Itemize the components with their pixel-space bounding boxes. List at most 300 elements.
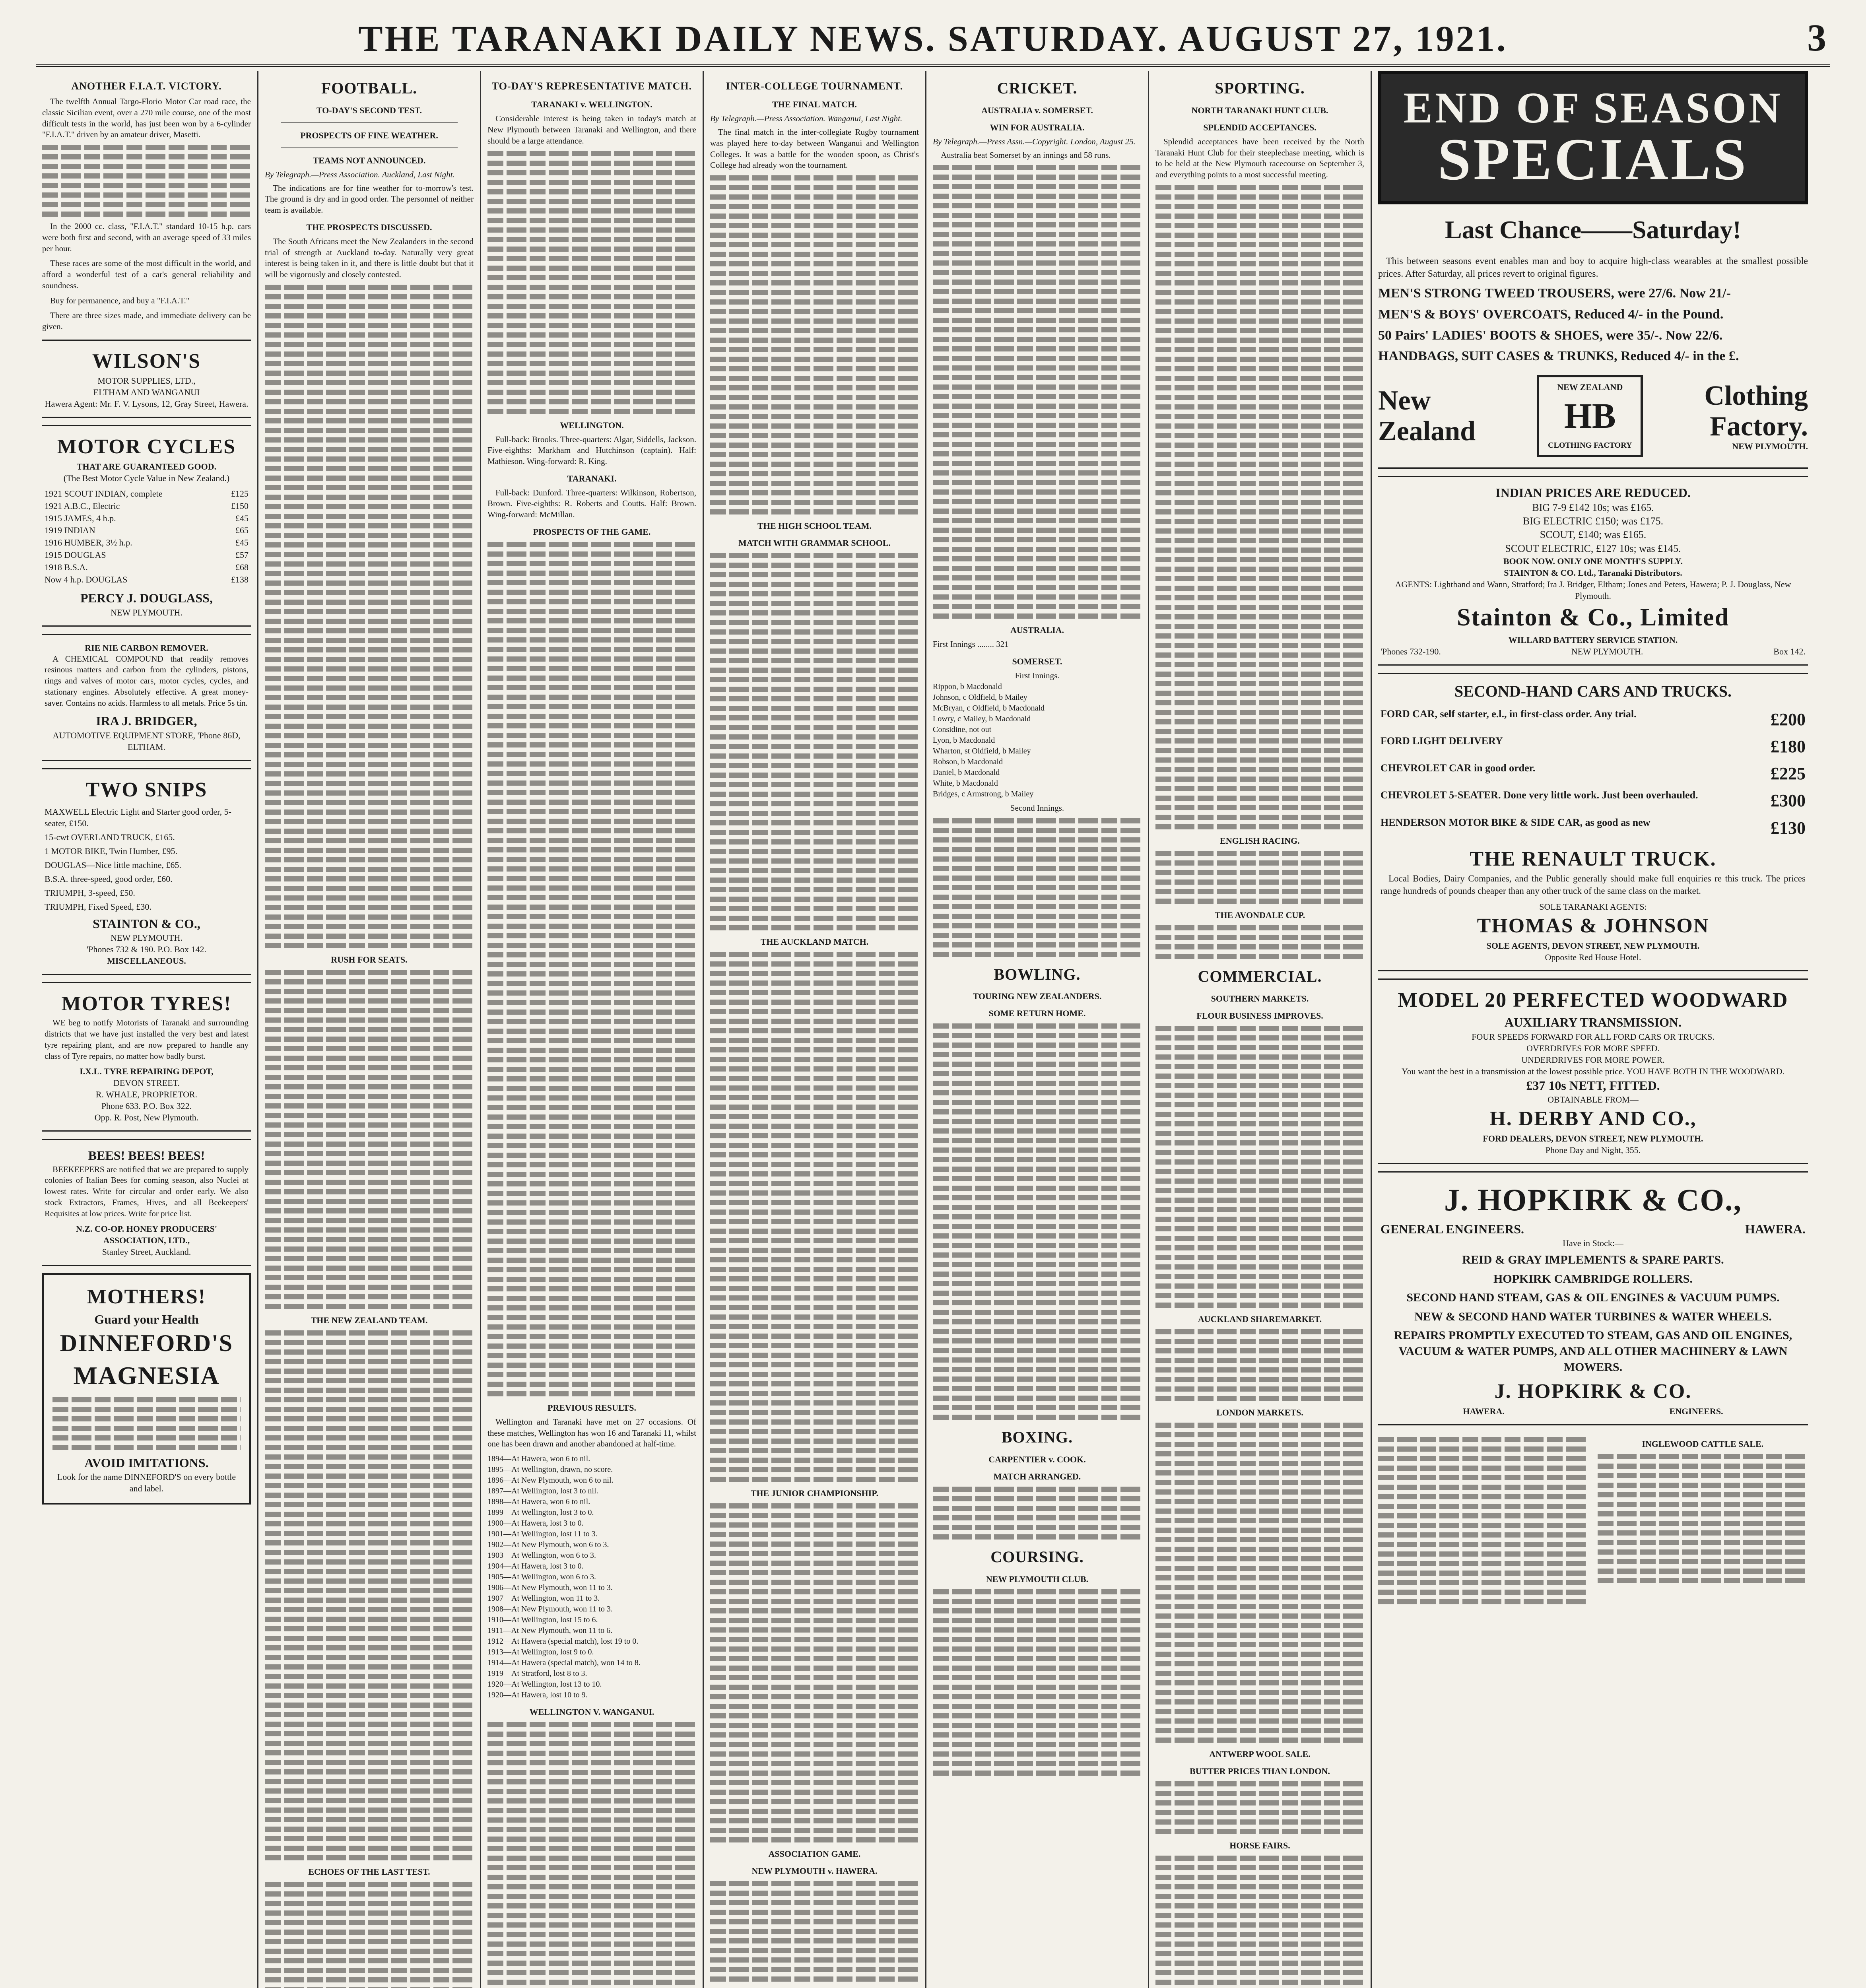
car-item — [1381, 787, 1806, 814]
text-block — [265, 1330, 474, 1860]
snips-list — [45, 806, 249, 912]
columns — [36, 71, 1830, 1988]
subheading: THE HIGH SCHOOL TEAM. — [757, 520, 872, 531]
masthead — [36, 0, 1830, 67]
woodward-3: FOUR SPEEDS FORWARD FOR ALL FORD CARS OR TRUCKS. — [1472, 1031, 1715, 1042]
scorecard-line: First Innings ........ 321 — [933, 639, 1009, 649]
batting-line: Bridges, c Armstrong, b Mailey — [933, 789, 1034, 798]
snip-item: TRIUMPH, Fixed Speed, £30. — [45, 902, 151, 912]
hopkirk-item: SECOND HAND STEAM, GAS & OIL ENGINES & VACUUM PUMPS. — [1406, 1291, 1780, 1305]
result-line: 1914—At Hawera (special match), won 14 to 8. — [487, 1658, 641, 1668]
inglewood-heading: INGLEWOOD CATTLE SALE. — [1642, 1439, 1764, 1449]
derby-name: H. DERBY AND CO., — [1489, 1107, 1697, 1130]
hopkirk-sign-row — [1381, 1406, 1806, 1417]
subheading: RUSH FOR SEATS. — [331, 954, 408, 965]
douglass-place: NEW PLYMOUTH. — [111, 607, 183, 617]
snip-item: 1 MOTOR BIKE, Twin Humber, £95. — [45, 846, 178, 856]
subheading: AUCKLAND SHAREMARKET. — [1198, 1314, 1322, 1324]
hopkirk-name: J. HOPKIRK & CO., — [1444, 1182, 1742, 1217]
result-line: 1899—At Wellington, lost 3 to 0. — [487, 1508, 594, 1517]
motor-cycle-item — [45, 500, 249, 513]
willard-phone: 'Phones 732-190. — [1381, 646, 1441, 656]
result-line: 1919—At Stratford, lost 8 to 3. — [487, 1669, 587, 1678]
fiat-paragraph: There are three sizes made, and immediate delivery can be given. — [42, 311, 251, 331]
text-block — [1378, 1433, 1589, 1609]
motor-cycle-price: £45 — [235, 513, 249, 523]
indian-heading: INDIAN PRICES ARE REDUCED. — [1495, 485, 1691, 500]
nz-right-2: Factory. — [1710, 411, 1808, 442]
bees-ad — [42, 1139, 251, 1266]
text-block — [710, 175, 919, 514]
motor-cycle-name: Now 4 h.p. DOUGLAS — [45, 574, 128, 584]
article-paragraph: Splendid acceptances have been received by the North Taranaki Hunt Club for their steeplechase meeting, which is to be held at the New Plymouth racecourse on September 3, and everything points to a most successful meeting. — [1155, 136, 1364, 180]
result-line: 1901—At Wellington, lost 11 to 3. — [487, 1530, 598, 1539]
car-item — [1381, 815, 1806, 842]
stainton-misc: MISCELLANEOUS. — [107, 955, 186, 966]
subheading: TOURING NEW ZEALANDERS. — [973, 991, 1102, 1002]
willard: WILLARD BATTERY SERVICE STATION. — [1508, 635, 1678, 645]
hopkirk-row — [1381, 1221, 1806, 1237]
tyres-street: DEVON STREET. — [113, 1078, 180, 1088]
woodward-price: £37 10s NETT, FITTED. — [1526, 1078, 1660, 1093]
motor-cycle-price: £65 — [235, 525, 249, 536]
hopkirk-item: NEW & SECOND HAND WATER TURBINES & WATER WHEELS. — [1414, 1310, 1772, 1323]
wilsons-ad — [42, 340, 251, 418]
masthead-title: THE TARANAKI DAILY NEWS. SATURDAY. AUGUST 27, 1921. — [358, 18, 1508, 59]
result-line: 1906—At New Plymouth, won 11 to 3. — [487, 1583, 613, 1592]
batting-line: Johnson, c Oldfield, b Mailey — [933, 693, 1027, 702]
hopkirk-sign-right: ENGINEERS. — [1669, 1406, 1723, 1416]
indian-list — [1381, 501, 1806, 555]
woodward-1: MODEL 20 PERFECTED WOODWARD — [1398, 988, 1788, 1011]
hopkirk-sign-left: HAWERA. — [1463, 1406, 1505, 1416]
stainton-name: STAINTON & CO., — [93, 916, 200, 931]
willard-contact — [1381, 646, 1806, 657]
snip-item: B.S.A. three-speed, good order, £60. — [45, 874, 173, 884]
result-line: 1903—At Wellington, won 6 to 3. — [487, 1551, 596, 1560]
batting-line: Daniel, b Macdonald — [933, 768, 1000, 777]
batting-line: White, b Macdonald — [933, 779, 998, 788]
hb-logo-mid: HB — [1564, 396, 1616, 436]
subheading: THE NEW ZEALAND TEAM. — [311, 1315, 428, 1325]
look-for-name: Look for the name DINNEFORD'S on every bottle and label. — [57, 1472, 236, 1494]
woodward-4: OVERDRIVES FOR MORE SPEED. — [1526, 1043, 1660, 1053]
motor-cycle-price: £45 — [235, 538, 249, 548]
result-line: 1920—At Hawera, lost 10 to 9. — [487, 1691, 588, 1700]
renault-text: Local Bodies, Dairy Companies, and the Public generally should make full enquiries re this truck. The prices range hundreds of pounds cheaper than any other truck of the same class on the market. — [1381, 874, 1806, 896]
woodward-6: You want the best in a transmission at the lowest possible price. YOU HAVE BOTH IN THE WOODWARD. — [1401, 1066, 1785, 1076]
tyres-prop: R. WHALE, PROPRIETOR. — [95, 1089, 198, 1100]
woodward-5: UNDERDRIVES FOR MORE POWER. — [1521, 1054, 1665, 1065]
text-block — [1155, 1856, 1364, 1988]
scorecard-heading: SOMERSET. — [1012, 656, 1062, 667]
special-item: MEN'S & BOYS' OVERCOATS, Reduced 4/- in the Pound. — [1378, 307, 1724, 322]
stainton-sub: NEW PLYMOUTH. — [111, 932, 183, 943]
dateline: By Telegraph.—Press Association. Auckland, Last Night. — [265, 169, 455, 179]
result-line: 1905—At Wellington, won 6 to 3. — [487, 1573, 596, 1582]
bridger-sub: AUTOMOTIVE EQUIPMENT STORE, 'Phone 86D, ELTHAM. — [52, 730, 241, 752]
text-block — [487, 542, 696, 1396]
stainton-phone: 'Phones 732 & 190. P.O. Box 142. — [87, 944, 206, 954]
motor-cycles-heading: MOTOR CYCLES — [57, 435, 236, 458]
text-block — [933, 818, 1142, 957]
batting-line: Wharton, st Oldfield, b Mailey — [933, 746, 1031, 755]
subheading: MATCH ARRANGED. — [993, 1472, 1081, 1482]
result-line: 1913—At Wellington, lost 9 to 0. — [487, 1648, 594, 1657]
woodward-2: AUXILIARY TRANSMISSION. — [1504, 1015, 1682, 1030]
text-block — [1155, 185, 1364, 829]
batting-line: Considine, not out — [933, 725, 992, 734]
fiat-paragraph: The twelfth Annual Targo-Florio Motor Car road race, the classic Sicilian event, over a 270 mile course, one of the most difficult tests in the world, has just been won by a 6-cylinder "F.I.A.T." driven by an amateur driver, Masetti. — [42, 97, 251, 140]
result-line: 1910—At Wellington, lost 15 to 6. — [487, 1615, 598, 1625]
sporting-heading: SPORTING. — [1215, 79, 1305, 97]
bottom-text-columns — [1378, 1433, 1808, 1609]
hopkirk-item: REPAIRS PROMPTLY EXECUTED TO STEAM, GAS AND OIL ENGINES, VACUUM & WATER PUMPS, AND ALL OTHER MACHINERY & LAWN MOWERS. — [1394, 1329, 1792, 1374]
result-line: 1911—At New Plymouth, won 11 to 6. — [487, 1626, 613, 1635]
thomas-johnson: THOMAS & JOHNSON — [1477, 914, 1709, 938]
indian-dist: STAINTON & CO. Ltd., Taranaki Distributors. — [1504, 568, 1682, 578]
result-line: 1896—At New Plymouth, won 6 to nil. — [487, 1476, 614, 1485]
column-5 — [926, 71, 1149, 1988]
text-block — [1155, 1781, 1364, 1834]
motor-cycle-name: 1921 SCOUT INDIAN, complete — [45, 489, 163, 499]
subheading: PREVIOUS RESULTS. — [548, 1402, 636, 1413]
snips-heading: TWO SNIPS — [85, 778, 208, 801]
subheading: THE PROSPECTS DISCUSSED. — [306, 222, 432, 232]
article-paragraph: Australia beat Somerset by an innings and 58 runs. — [941, 150, 1111, 160]
subheading: TO-DAY'S SECOND TEST. — [316, 105, 422, 115]
text-block — [265, 285, 474, 948]
woodward-ad — [1378, 978, 1808, 1164]
specials-list — [1378, 285, 1808, 366]
carbon-heading: RIE NIE CARBON REMOVER. — [85, 643, 208, 653]
inglewood-column — [1598, 1433, 1808, 1609]
text-block — [265, 970, 474, 1309]
indian-agents: AGENTS: Lightband and Wann, Stratford; Ira J. Bridger, Eltham; Jones and Peters, Hawera; P. J. Douglass, New Plymouth. — [1395, 579, 1791, 601]
tyres-text: WE beg to notify Motorists of Taranaki and surrounding districts that we have just installed the very best and latest tyre repairing plant, and are now prepared to handle any class of Tyre repairs, no matter how badly burst. — [45, 1018, 249, 1061]
indian-line: BIG ELECTRIC £150; was £175. — [1522, 515, 1664, 527]
nz-clothing-row — [1378, 375, 1808, 457]
special-item: 50 Pairs' LADIES' BOOTS & SHOES, were 35/-. Now 22/6. — [1378, 328, 1723, 343]
result-line: 1900—At Hawera, lost 3 to 0. — [487, 1519, 584, 1528]
avoid-imitations: AVOID IMITATIONS. — [84, 1455, 209, 1470]
motor-cycle-price: £150 — [231, 501, 249, 511]
text-block — [1155, 925, 1364, 959]
car-price: £200 — [1771, 709, 1806, 729]
subheading: ENGLISH RACING. — [1220, 835, 1300, 846]
wilsons-agent: Hawera Agent: Mr. F. V. Lysons, 12, Gray Street, Hawera. — [45, 399, 249, 409]
batting-line: Lowry, c Mailey, b Macdonald — [933, 714, 1031, 723]
result-line: 1904—At Hawera, lost 3 to 0. — [487, 1562, 584, 1571]
subheading: THE JUNIOR CHAMPIONSHIP. — [750, 1488, 879, 1499]
motor-cycle-item — [45, 537, 249, 549]
boxing-heading: BOXING. — [1001, 1428, 1073, 1446]
car-name: FORD LIGHT DELIVERY — [1381, 735, 1503, 747]
subheading: CARPENTIER v. COOK. — [988, 1454, 1086, 1465]
hb-logo — [1537, 375, 1643, 457]
commercial-heading: COMMERCIAL. — [1198, 967, 1322, 985]
motor-cycles-ad — [42, 425, 251, 626]
motor-cycles-note: (The Best Motor Cycle Value in New Zealand.) — [63, 473, 230, 483]
dateline: By Telegraph.—Press Assn.—Copyright. London, August 25. — [933, 136, 1136, 146]
last-chance: Last Chance——Saturday! — [1445, 215, 1741, 244]
snip-item: TRIUMPH, 3-speed, £50. — [45, 888, 135, 898]
subheading: ANTWERP WOOL SALE. — [1209, 1749, 1311, 1759]
subheading: NORTH TARANAKI HUNT CLUB. — [1191, 105, 1328, 115]
motor-cycle-price: £125 — [231, 489, 249, 499]
car-price: £225 — [1771, 764, 1806, 784]
result-line: 1912—At Hawera (special match), lost 19 to 0. — [487, 1637, 639, 1646]
car-item — [1381, 706, 1806, 733]
subheading: THE FINAL MATCH. — [772, 99, 857, 110]
column-4 — [704, 71, 926, 1988]
result-line: 1902—At New Plymouth, won 6 to 3. — [487, 1540, 609, 1549]
nz-right-1: Clothing — [1704, 381, 1808, 412]
tyres-opp: Opp. R. Post, New Plymouth. — [94, 1112, 199, 1123]
subheading: WIN FOR AUSTRALIA. — [990, 122, 1085, 132]
thomas-opp: Opposite Red House Hotel. — [1545, 952, 1641, 962]
carbon-text: A CHEMICAL COMPOUND that readily removes resinous matters and carbon from the cylinders, pistons, rings and valves of motor cars, motor cycles, cycles, and stationary engines. Absolutely effective. A great money-saver. Contains no acids. Harmless to all metals. Price 5s tin. — [45, 654, 249, 708]
subheading: THE AVONDALE CUP. — [1214, 910, 1305, 920]
batting-line: Lyon, b Macdonald — [933, 736, 995, 745]
end-of-season-banner — [1378, 71, 1808, 204]
indian-prices-ad — [1378, 476, 1808, 666]
fiat-paragraph: Buy for permanence, and buy a "F.I.A.T." — [50, 295, 190, 305]
snip-item: DOUGLAS—Nice little machine, £65. — [45, 860, 181, 870]
dinneford-name: DINNEFORD'S — [60, 1330, 233, 1357]
text-block — [1598, 1454, 1808, 1583]
text-block — [1155, 1423, 1364, 1743]
nz-left-1: New — [1378, 385, 1431, 416]
article-paragraph: Considerable interest is being taken in today's match at New Plymouth between Taranaki and Wellington, and there should be a large attendance. — [487, 114, 696, 146]
motor-cycle-name: 1919 INDIAN — [45, 525, 95, 536]
subheading: MATCH WITH GRAMMAR SCHOOL. — [738, 538, 891, 548]
two-snips-ad — [42, 768, 251, 975]
indian-book: BOOK NOW. ONLY ONE MONTH'S SUPPLY. — [1503, 556, 1683, 567]
subheading: SPLENDID ACCEPTANCES. — [1203, 122, 1316, 132]
text-block — [710, 553, 919, 930]
result-line: 1920—At Wellington, lost 13 to 10. — [487, 1680, 602, 1689]
fiat-paragraph: These races are some of the most difficult in the world, and afford a wonderful test of a car's general reliability and soundness. — [42, 258, 251, 290]
bees-firm: N.Z. CO-OP. HONEY PRODUCERS' ASSOCIATION, LTD., — [76, 1224, 217, 1246]
bees-place: Stanley Street, Auckland. — [102, 1247, 191, 1257]
coursing-heading: COURSING. — [990, 1548, 1084, 1566]
motor-cycles-list — [45, 488, 249, 586]
hopkirk-stock: Have in Stock:— — [1563, 1238, 1623, 1248]
subheading: BUTTER PRICES THAN LONDON. — [1190, 1766, 1330, 1776]
thomas-sub: SOLE AGENTS, DEVON STREET, NEW PLYMOUTH. — [1486, 940, 1700, 951]
motor-cycle-name: 1915 DOUGLAS — [45, 550, 106, 560]
derby-phone: Phone Day and Night, 355. — [1545, 1145, 1641, 1155]
car-name: CHEVROLET CAR in good order. — [1381, 762, 1536, 774]
result-line: 1908—At New Plymouth, won 11 to 3. — [487, 1605, 613, 1614]
motor-cycle-item — [45, 574, 249, 586]
subheading: NEW PLYMOUTH CLUB. — [986, 1574, 1089, 1584]
hopkirk-ad — [1378, 1171, 1808, 1425]
car-item — [1381, 760, 1806, 787]
article-paragraph: The South Africans meet the New Zealanders in the second trial of strength at Auckland to-day. Naturally very great interest is being taken in it, and there is little doubt but that it will be vigorously and closely contested. — [265, 236, 474, 279]
bowling-heading: BOWLING. — [994, 965, 1081, 983]
tyres-phone: Phone 633. P.O. Box 322. — [101, 1101, 192, 1111]
scorecard-sub: Second Innings. — [1010, 803, 1064, 813]
page-number: 3 — [1807, 16, 1826, 59]
subheading: ECHOES OF THE LAST TEST. — [308, 1866, 430, 1877]
batting-list — [933, 681, 1142, 800]
nz-left — [1378, 385, 1476, 447]
motor-cycles-sub: THAT ARE GUARANTEED GOOD. — [76, 462, 217, 472]
indian-line: SCOUT, £140; was £165. — [1540, 529, 1647, 541]
team-list: Full-back: Brooks. Three-quarters: Algar, Siddells, Jackson. Five-eighths: Markham and Hutchinson (captain). Half: Mathieson. Wing-forward: R. King. — [487, 434, 696, 466]
results-intro: Wellington and Taranaki have met on 27 occasions. Of these matches, Wellington has won 16 and Taranaki 11, whilst one has been drawn and another abandoned at half-time. — [487, 1417, 696, 1449]
motor-cycle-item — [45, 561, 249, 574]
motor-cycle-item — [45, 513, 249, 525]
guard-heading: Guard your Health — [94, 1312, 199, 1327]
car-price: £300 — [1771, 791, 1806, 811]
football-heading: FOOTBALL. — [321, 79, 417, 97]
special-item: MEN'S STRONG TWEED TROUSERS, were 27/6. Now 21/- — [1378, 285, 1731, 301]
subheading: ASSOCIATION GAME. — [768, 1849, 861, 1859]
hopkirk-item: HOPKIRK CAMBRIDGE ROLLERS. — [1493, 1272, 1693, 1285]
subheading: TARANAKI. — [567, 473, 617, 483]
text-block — [265, 1882, 474, 1988]
batting-line: McBryan, c Oldfield, b Macdonald — [933, 703, 1045, 712]
bees-text: BEEKEEPERS are notified that we are prepared to supply colonies of Italian Bees for coming season, also Nuclei at lowest rates. Write for circular and order early. We also stock Extractors, Frames, Hives, and all Beekeepers' Requisites at low prices. Write for price list. — [45, 1164, 249, 1218]
article-paragraph: The final match in the inter-collegiate Rugby tournament was played here to-day between Wanganui and Wellington Colleges. It was a battle for the wooden spoon, as Christ's College had already won the tournament. — [710, 127, 919, 170]
rep-match-heading: TO-DAY'S REPRESENTATIVE MATCH. — [491, 80, 692, 92]
subheading: THE AUCKLAND MATCH. — [760, 937, 869, 947]
motor-cycle-item — [45, 524, 249, 537]
text-block — [1155, 851, 1364, 904]
text-block — [42, 145, 251, 217]
bees-heading: BEES! BEES! BEES! — [88, 1148, 205, 1163]
previous-results-list — [487, 1454, 696, 1701]
text-block — [710, 1881, 919, 1982]
batting-line: Rippon, b Macdonald — [933, 682, 1002, 691]
subheading: WELLINGTON V. WANGANUI. — [529, 1707, 654, 1717]
cars-list — [1381, 706, 1806, 842]
result-line: 1897—At Wellington, lost 3 to nil. — [487, 1487, 598, 1496]
car-name: HENDERSON MOTOR BIKE & SIDE CAR, as good as new — [1381, 816, 1650, 828]
subheading: HORSE FAIRS. — [1229, 1840, 1290, 1850]
renault-agents: SOLE TARANAKI AGENTS: — [1539, 902, 1647, 912]
subheading: SOUTHERN MARKETS. — [1211, 993, 1309, 1004]
douglass-name: PERCY J. DOUGLASS, — [80, 591, 213, 606]
subheading: TARANAKI v. WELLINGTON. — [531, 99, 652, 110]
column-6 — [1149, 71, 1372, 1988]
motor-cycle-item — [45, 549, 249, 561]
willard-place: NEW PLYMOUTH. — [1571, 646, 1643, 656]
subheading: PROSPECTS OF THE GAME. — [533, 526, 651, 537]
subheading: AUSTRALIA v. SOMERSET. — [981, 105, 1093, 115]
subheading: LONDON MARKETS. — [1216, 1407, 1303, 1417]
text-block — [1155, 1329, 1364, 1401]
subheading: NEW PLYMOUTH v. HAWERA. — [751, 1866, 878, 1876]
car-name: CHEVROLET 5-SEATER. Done very little work. Just been overhauled. — [1381, 789, 1698, 801]
nz-left-2: Zealand — [1378, 416, 1476, 447]
text-block — [933, 165, 1142, 619]
wilsons-sub: MOTOR SUPPLIES, LTD., — [97, 376, 196, 386]
banner-line-2: SPECIALS — [1437, 126, 1749, 192]
subheading: WELLINGTON. — [560, 420, 624, 430]
batting-line: Robson, b Macdonald — [933, 757, 1003, 766]
subheading: TEAMS NOT ANNOUNCED. — [313, 155, 426, 165]
motor-cycle-price: £57 — [235, 550, 249, 560]
obtainable-from: OBTAINABLE FROM— — [1548, 1095, 1639, 1105]
team-list: Full-back: Dunford. Three-quarters: Wilkinson, Robertson, Brown. Five-eighths: R. Roberts and Coutts. Half: Brown. Wing-forward: McMillan. — [487, 487, 696, 520]
result-line: 1898—At Hawera, won 6 to nil. — [487, 1497, 590, 1507]
stainton-limited: Stainton & Co., Limited — [1457, 604, 1729, 631]
nz-place: NEW PLYMOUTH. — [1732, 441, 1808, 452]
hopkirk-sign: J. HOPKIRK & CO. — [1494, 1380, 1692, 1403]
article-paragraph: The indications are for fine weather for to-morrow's test. The ground is dry and in good order. The personnel of neither team is available. — [265, 183, 474, 215]
indian-line: SCOUT ELECTRIC, £127 10s; was £145. — [1505, 542, 1681, 554]
motor-cycle-name: 1915 JAMES, 4 h.p. — [45, 513, 116, 523]
hb-logo-bot: CLOTHING FACTORY — [1548, 441, 1632, 450]
indian-line: BIG 7-9 £142 10s; was £165. — [1532, 501, 1654, 513]
banner-line-1: END OF SEASON — [1403, 83, 1783, 132]
nz-right — [1704, 381, 1808, 451]
tyres-firm: I.X.L. TYRE REPAIRING DEPOT, — [80, 1066, 214, 1077]
text-block — [933, 1589, 1142, 1776]
hopkirk-item: REID & GRAY IMPLEMENTS & SPARE PARTS. — [1462, 1253, 1724, 1266]
last-chance-text: This between seasons event enables man and boy to acquire high-class wearables at the smallest possible prices. After Saturday, all prices revert to original figures. — [1378, 256, 1808, 280]
car-name: FORD CAR, self starter, e.l., in first-class order. Any trial. — [1381, 708, 1637, 720]
second-hand-cars-ad — [1378, 673, 1808, 971]
inter-college-heading: INTER-COLLEGE TOURNAMENT. — [726, 80, 903, 92]
fiat-paragraph: In the 2000 cc. class, "F.I.A.T." standard 10-15 h.p. cars were both first and second, with an average speed of 33 miles per hour. — [42, 221, 251, 253]
magnesia-name: MAGNESIA — [73, 1361, 220, 1390]
text-block — [933, 1023, 1142, 1420]
car-price: £130 — [1771, 818, 1806, 838]
motor-cycle-price: £138 — [231, 574, 249, 584]
hopkirk-list — [1381, 1252, 1806, 1375]
result-line: 1895—At Wellington, drawn, no score. — [487, 1465, 613, 1474]
motor-cycle-item — [45, 488, 249, 500]
wilsons-name: WILSON'S — [92, 349, 201, 373]
column-1 — [36, 71, 258, 1988]
text-block — [487, 151, 696, 414]
subheading: PROSPECTS OF FINE WEATHER. — [300, 130, 438, 140]
cricket-heading: CRICKET. — [997, 79, 1078, 97]
text-block — [710, 1503, 919, 1842]
hb-logo-top: NEW ZEALAND — [1557, 382, 1623, 392]
scorecard-sub: First Innings. — [1015, 671, 1060, 681]
fiat-heading: ANOTHER F.I.A.T. VICTORY. — [71, 80, 222, 92]
text-block — [487, 1722, 696, 1985]
motor-cycle-price: £68 — [235, 562, 249, 572]
special-item: HANDBAGS, SUIT CASES & TRUNKS, Reduced 4/- in the £. — [1378, 349, 1739, 364]
cars-heading: SECOND-HAND CARS AND TRUCKS. — [1454, 682, 1732, 701]
wilsons-place: ELTHAM AND WANGANUI — [93, 387, 200, 398]
derby-sub: FORD DEALERS, DEVON STREET, NEW PLYMOUTH. — [1483, 1133, 1703, 1143]
mothers-heading: MOTHERS! — [87, 1285, 206, 1309]
hopkirk-left: GENERAL ENGINEERS. — [1381, 1221, 1524, 1236]
car-price: £180 — [1771, 737, 1806, 757]
tyres-heading: MOTOR TYRES! — [61, 992, 232, 1015]
scorecard-heading: AUSTRALIA. — [1010, 625, 1064, 635]
column-3 — [481, 71, 704, 1988]
text-block — [933, 1487, 1142, 1540]
car-item — [1381, 733, 1806, 760]
carbon-remover-ad — [42, 634, 251, 761]
hopkirk-right: HAWERA. — [1745, 1221, 1806, 1236]
motor-cycle-name: 1918 B.S.A. — [45, 562, 88, 572]
snip-item: 15-cwt OVERLAND TRUCK, £165. — [45, 832, 175, 843]
column-7-ads — [1372, 71, 1814, 1988]
result-line: 1894—At Hawera, won 6 to nil. — [487, 1454, 590, 1464]
text-block — [1155, 1026, 1364, 1308]
motor-cycle-name: 1921 A.B.C., Electric — [45, 501, 120, 511]
